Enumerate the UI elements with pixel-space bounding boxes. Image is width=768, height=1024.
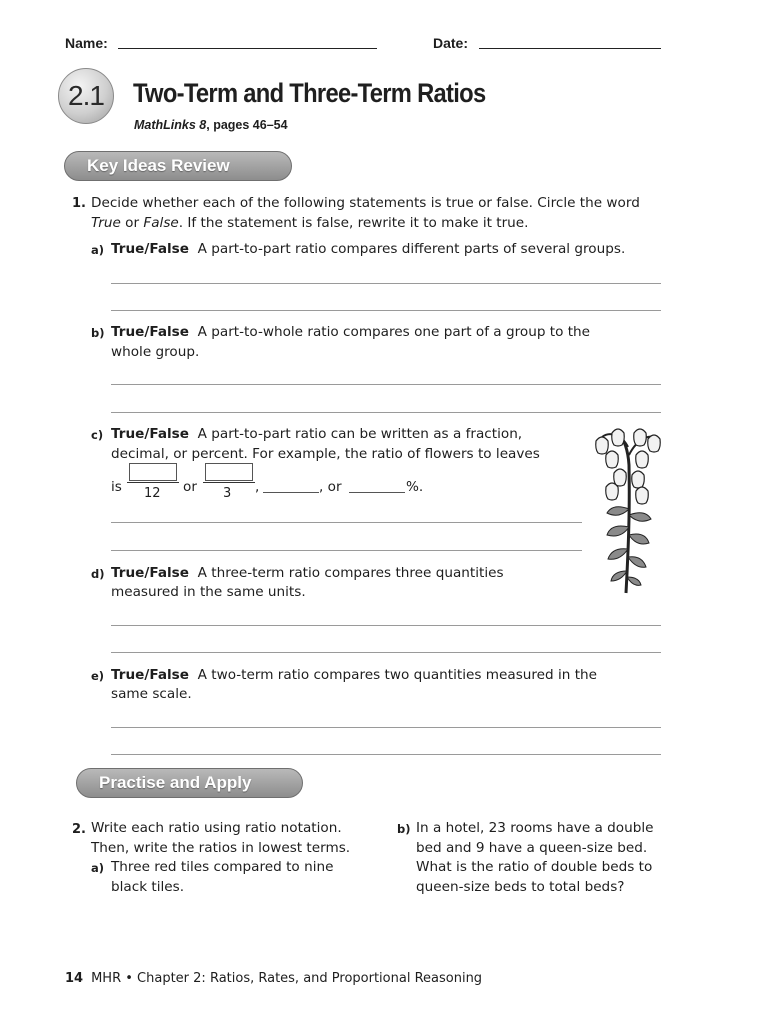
item-a-label: a) (91, 243, 105, 257)
item-c-percent: %. (406, 479, 424, 495)
question-2a-line-1: Three red tiles compared to nine (111, 859, 334, 875)
item-c-or: or (183, 479, 197, 495)
percent-blank[interactable] (349, 492, 405, 493)
item-c-comma: , (255, 479, 260, 495)
question-2b-line-3: What is the ratio of double beds to (416, 859, 653, 875)
fraction-1-bar (127, 482, 179, 483)
name-label: Name: (65, 35, 108, 51)
answer-line[interactable] (111, 283, 661, 284)
question-1-instruction: . If the statement is false, rewrite it to make it true. (178, 215, 529, 231)
question-1-line-2 (91, 213, 528, 233)
answer-line[interactable] (111, 754, 661, 755)
decimal-blank[interactable] (263, 492, 319, 493)
key-ideas-heading: Key Ideas Review (64, 151, 292, 181)
section-number-badge: 2.1 (58, 68, 114, 124)
item-e-statement (111, 665, 597, 685)
question-2b-line-1: In a hotel, 23 rooms have a double (416, 820, 654, 836)
fraction-2-numerator-box[interactable] (205, 463, 253, 481)
item-a-statement (111, 239, 625, 259)
question-1-number: 1. (72, 196, 86, 211)
answer-line[interactable] (111, 625, 661, 626)
item-d-label: d) (91, 567, 105, 581)
page-number: 14 (65, 971, 84, 986)
source-book: MathLinks 8 (134, 118, 207, 132)
item-d-text: A three-term ratio compares three quantities (197, 565, 504, 581)
question-2b-line-2: bed and 9 have a queen-size bed. (416, 840, 648, 856)
answer-line[interactable] (111, 727, 661, 728)
item-b-label: b) (91, 326, 105, 340)
question-2a-line-2: black tiles. (111, 879, 185, 895)
item-b-text-2: whole group. (111, 344, 200, 360)
word-true: True (91, 215, 121, 231)
item-b-text: A part-to-whole ratio compares one part of a group to the (197, 324, 591, 340)
flower-stalk-illustration (592, 425, 664, 597)
item-d-text-2: measured in the same units. (111, 584, 306, 600)
answer-line[interactable] (111, 550, 582, 551)
item-e-text: A two-term ratio compares two quantities measured in the (197, 667, 598, 683)
page-footer (65, 971, 482, 986)
question-2-number: 2. (72, 822, 86, 837)
question-2b-line-4: queen-size beds to total beds? (416, 879, 625, 895)
item-d-true-false[interactable]: True/False (111, 565, 189, 581)
name-field[interactable] (118, 48, 377, 49)
question-1-line-1: Decide whether each of the following statements is true or false. Circle the word (91, 195, 640, 211)
item-a-text: A part-to-part ratio compares different parts of several groups. (197, 241, 626, 257)
item-c-statement (111, 424, 522, 444)
item-c-or-2: , or (319, 479, 342, 495)
fraction-1-numerator-box[interactable] (129, 463, 177, 481)
question-2-line-1: Write each ratio using ratio notation. (91, 820, 342, 836)
answer-line[interactable] (111, 412, 661, 413)
word-or: or (120, 215, 144, 231)
item-d-statement (111, 563, 504, 583)
item-c-true-false[interactable]: True/False (111, 426, 189, 442)
question-2b-label: b) (397, 822, 411, 836)
item-c-is: is (111, 479, 122, 495)
answer-line[interactable] (111, 652, 661, 653)
item-e-label: e) (91, 669, 105, 683)
item-b-true-false[interactable]: True/False (111, 324, 189, 340)
question-2-line-2: Then, write the ratios in lowest terms. (91, 840, 351, 856)
date-field[interactable] (479, 48, 661, 49)
answer-line[interactable] (111, 384, 661, 385)
item-e-true-false[interactable]: True/False (111, 667, 189, 683)
source-pages: , pages 46–54 (206, 118, 288, 132)
fraction-1-denominator: 12 (144, 486, 161, 501)
item-a-true-false[interactable]: True/False (111, 241, 189, 257)
date-label: Date: (433, 35, 469, 51)
item-c-text-2: decimal, or percent. For example, the ratio of flowers to leaves (111, 446, 540, 462)
fraction-2-bar (203, 482, 255, 483)
word-false: False (143, 215, 179, 231)
practise-heading: Practise and Apply (76, 768, 303, 798)
item-c-text: A part-to-part ratio can be written as a fraction, (197, 426, 523, 442)
source-reference (134, 118, 288, 132)
fraction-2-denominator: 3 (223, 486, 232, 501)
item-e-text-2: same scale. (111, 686, 192, 702)
question-2a-label: a) (91, 861, 105, 875)
answer-line[interactable] (111, 522, 582, 523)
answer-line[interactable] (111, 310, 661, 311)
page-title: Two-Term and Three-Term Ratios (133, 78, 486, 108)
item-c-label: c) (91, 428, 104, 442)
footer-text: MHR • Chapter 2: Ratios, Rates, and Proportional Reasoning (91, 971, 483, 986)
item-b-statement (111, 322, 590, 342)
